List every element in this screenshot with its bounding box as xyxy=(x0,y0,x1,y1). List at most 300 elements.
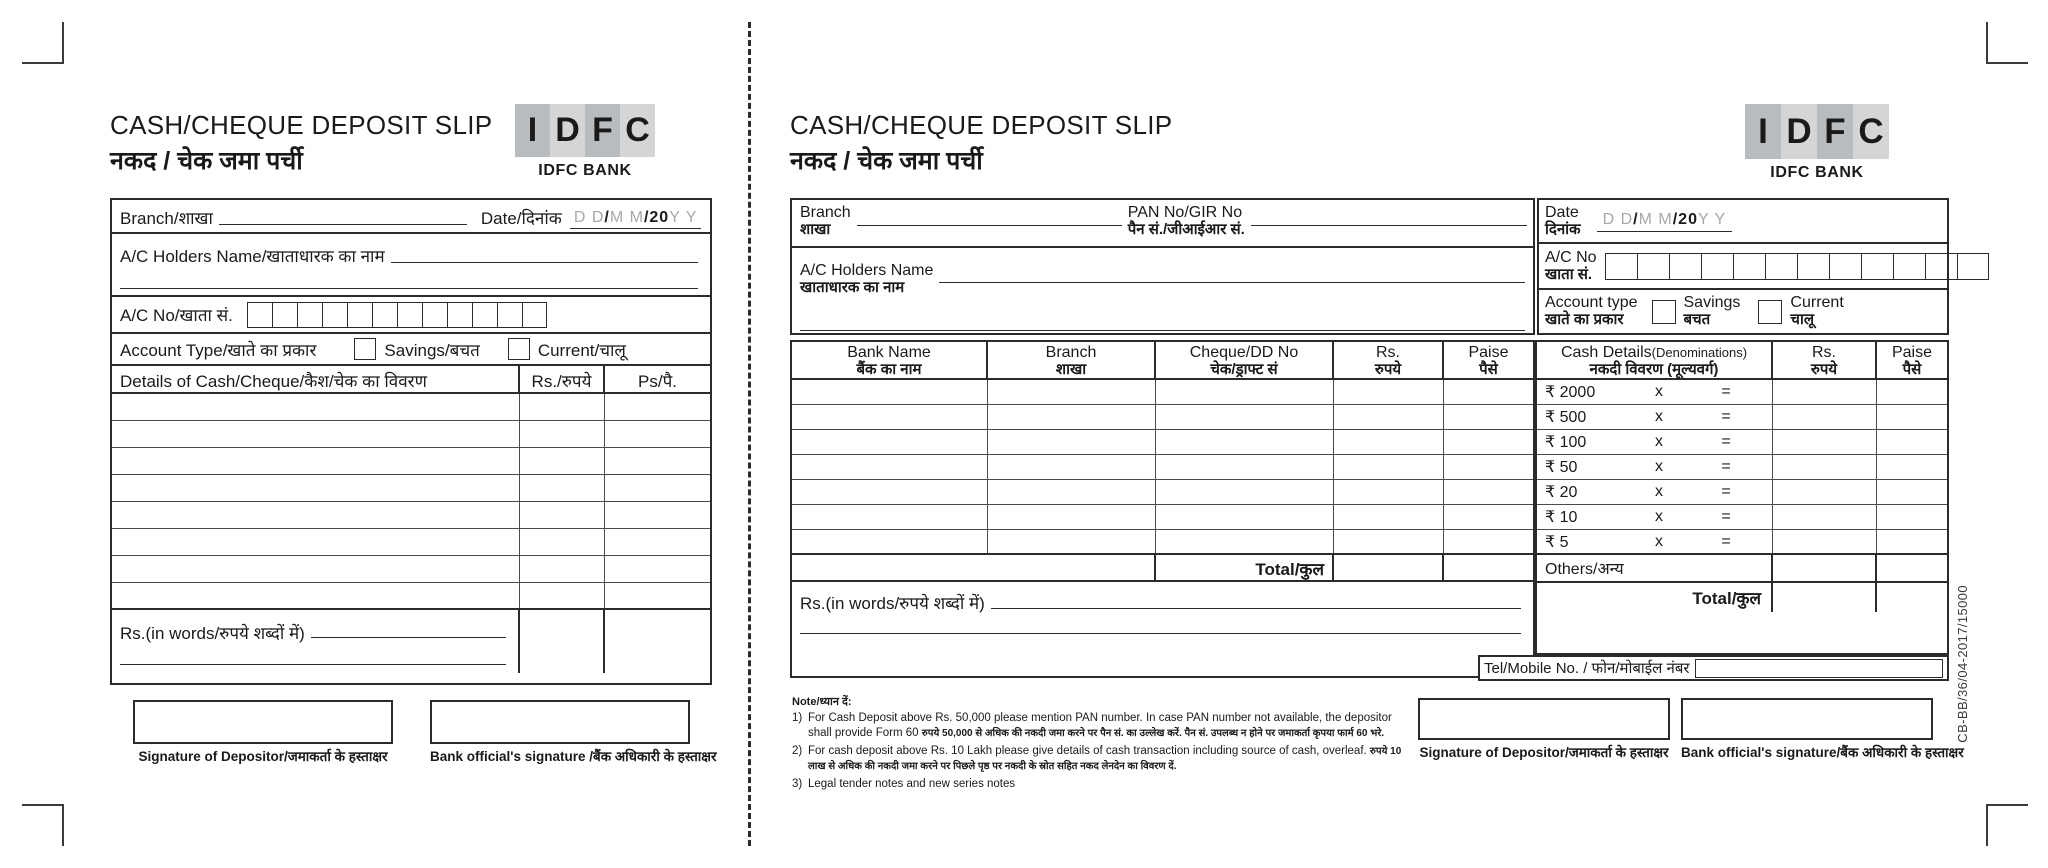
cheque-cell-bankname[interactable] xyxy=(792,405,988,429)
right-date-row xyxy=(1539,200,1947,244)
multiply-sign: x xyxy=(1655,408,1663,425)
denomination-paise-cell[interactable] xyxy=(1877,530,1947,553)
cheque-total-rs[interactable] xyxy=(1334,555,1444,580)
right-acno-boxes[interactable] xyxy=(1605,253,1989,280)
left-branch-label: Branch/शाखा xyxy=(120,209,213,228)
left-col-details: Details of Cash/Cheque/कैश/चेक का विवरण xyxy=(112,366,520,392)
left-current-checkbox[interactable] xyxy=(508,338,530,360)
cash-col-paise-en: Paise xyxy=(1891,344,1933,361)
equals-sign: = xyxy=(1721,458,1731,475)
cheque-col-rs-hi: रुपये xyxy=(1374,360,1402,378)
cheque-total-label: Total/कुल xyxy=(1156,555,1334,580)
right-current-checkbox[interactable] xyxy=(1758,300,1782,324)
cheque-cell-paise[interactable] xyxy=(1444,530,1533,553)
left-date-yy: Y Y xyxy=(669,209,698,226)
left-acno-boxes[interactable] xyxy=(247,302,547,328)
left-date-label: Date/दिनांक xyxy=(480,209,562,228)
cheque-col-paise xyxy=(1444,342,1533,378)
cheque-total-row xyxy=(792,555,1533,582)
left-inwords-ps-cell[interactable] xyxy=(605,610,710,673)
cash-header-en-main: Cash Details xyxy=(1560,344,1652,361)
right-branch-label-hi: शाखा xyxy=(800,220,831,238)
right-sig-bank-group xyxy=(1681,698,1964,761)
cheque-cell-branch[interactable] xyxy=(988,455,1156,479)
cash-col-rs-en: Rs. xyxy=(1812,344,1836,361)
left-row-details-cell[interactable] xyxy=(112,421,520,447)
denomination-row xyxy=(1537,505,1947,530)
right-tel-input[interactable] xyxy=(1695,659,1943,678)
left-sig-bank-caption: Bank official's signature /बैंक अधिकारी के हस्ताक्षर xyxy=(430,749,717,764)
left-sig-bank-group xyxy=(430,700,717,765)
right-inwords-label: Rs.(in words/रुपये शब्दों में) xyxy=(800,594,985,613)
multiply-sign: x xyxy=(1655,433,1663,450)
cheque-cell-branch[interactable] xyxy=(988,430,1156,454)
right-title-en: CASH/CHEQUE DEPOSIT SLIP xyxy=(790,110,1173,140)
left-row-ps-cell[interactable] xyxy=(605,529,710,555)
right-current-label-en: Current xyxy=(1790,294,1844,312)
right-current-label-hi: चालू xyxy=(1790,311,1815,329)
left-col-rs: Rs./रुपये xyxy=(520,366,605,392)
left-inwords-input-1[interactable] xyxy=(311,637,506,638)
left-row-rs-cell[interactable] xyxy=(520,421,605,447)
right-tel-row xyxy=(1478,655,1949,681)
cheque-cell-chequeno[interactable] xyxy=(1156,455,1334,479)
denomination-label xyxy=(1537,380,1773,404)
left-row-rs-cell[interactable] xyxy=(520,502,605,528)
right-date-cc: 20 xyxy=(1678,210,1698,228)
note-header: Note/ध्यान दें: xyxy=(792,696,852,708)
right-branch-pan-row xyxy=(792,200,1533,248)
left-date-sep2: / xyxy=(643,209,650,226)
right-date-input[interactable] xyxy=(1597,211,1733,232)
denomination-row xyxy=(1537,380,1947,405)
left-row-details-cell[interactable] xyxy=(112,475,520,501)
cheque-cell-chequeno[interactable] xyxy=(1156,480,1334,504)
left-row-details-cell[interactable] xyxy=(112,583,520,608)
left-acno-row xyxy=(112,297,710,334)
cash-total-paise[interactable] xyxy=(1877,583,1947,612)
cheque-col-bankname-en: Bank Name xyxy=(847,344,931,361)
left-idfc-logo xyxy=(515,104,655,180)
denomination-label xyxy=(1537,480,1773,504)
right-acctype-label-hi: खाते का प्रकार xyxy=(1545,311,1624,329)
left-inwords-label: Rs.(in words/रुपये शब्दों में) xyxy=(120,624,305,643)
cheque-cell-paise[interactable] xyxy=(1444,380,1533,404)
cheque-cell-chequeno[interactable] xyxy=(1156,380,1334,404)
cheque-cell-paise[interactable] xyxy=(1444,505,1533,529)
denomination-rs-cell[interactable] xyxy=(1773,505,1877,529)
cheque-col-bankname-hi: बैंक का नाम xyxy=(856,360,922,378)
denomination-value: ₹ 2000 xyxy=(1545,384,1596,401)
right-acno-label-en: A/C No xyxy=(1545,248,1597,266)
cheque-cell-branch[interactable] xyxy=(988,480,1156,504)
right-savings-label-hi: बचत xyxy=(1683,311,1711,329)
right-bank-name: IDFC BANK xyxy=(1770,164,1864,181)
denomination-paise-cell[interactable] xyxy=(1877,430,1947,454)
left-branch-date-row xyxy=(112,200,710,234)
cheque-cell-chequeno[interactable] xyxy=(1156,430,1334,454)
table-row xyxy=(112,556,710,583)
cash-table-header xyxy=(1537,342,1947,380)
note-text-hi: रुपये 10 लाख से अधिक की नकदी जमा करने पर पिछले पृष्ठ पर नकदी के स्रोत सहित नकद लेनदेन का विवरण दें. xyxy=(808,745,1402,773)
left-holder-input-2[interactable] xyxy=(120,288,698,289)
denomination-rs-cell[interactable] xyxy=(1773,455,1877,479)
left-row-rs-cell[interactable] xyxy=(520,529,605,555)
note-item xyxy=(792,711,1402,742)
cheque-col-chequeno-en: Cheque/DD No xyxy=(1189,344,1299,361)
note-item xyxy=(792,744,1402,775)
cash-col-details-en xyxy=(1537,344,1771,362)
crop-mark-top-left xyxy=(62,22,64,64)
table-row xyxy=(792,455,1533,480)
denomination-rs-cell[interactable] xyxy=(1773,380,1877,404)
right-inwords-input-2[interactable] xyxy=(800,633,1521,634)
logo-letter-c: C xyxy=(620,104,655,157)
cheque-cell-bankname[interactable] xyxy=(792,455,988,479)
right-date-yy: Y Y xyxy=(1697,210,1727,228)
cheque-cell-paise[interactable] xyxy=(1444,430,1533,454)
table-row xyxy=(792,480,1533,505)
right-pan-label-hi: पैन सं./जीआईआर सं. xyxy=(1127,220,1245,238)
right-sig-bank-box[interactable] xyxy=(1681,698,1933,740)
denomination-row xyxy=(1537,480,1947,505)
left-acctype-row xyxy=(112,334,710,366)
equals-sign: = xyxy=(1721,433,1731,450)
right-acno-row xyxy=(1539,244,1947,290)
left-acno-label: A/C No/खाता सं. xyxy=(120,306,233,325)
cheque-cell-paise[interactable] xyxy=(1444,455,1533,479)
left-sig-depositor-caption: Signature of Depositor/जमाकर्ता के हस्ताक्षर xyxy=(138,749,388,764)
logo-letter-d: D xyxy=(1781,104,1817,159)
equals-sign: = xyxy=(1721,408,1731,425)
crop-mark-top-right xyxy=(1986,22,1988,64)
right-sig-depositor-box[interactable] xyxy=(1418,698,1670,740)
note-number: 1) xyxy=(792,712,803,724)
left-title-en: CASH/CHEQUE DEPOSIT SLIP xyxy=(110,110,493,140)
cheque-cell-rs[interactable] xyxy=(1334,455,1444,479)
left-table-header xyxy=(112,366,710,394)
right-holder-input-2[interactable] xyxy=(800,309,1525,331)
denomination-row xyxy=(1537,530,1947,555)
right-date-sep2: / xyxy=(1672,210,1679,228)
denomination-rs-cell[interactable] xyxy=(1773,405,1877,429)
left-current-label: Current/चालू xyxy=(537,340,626,360)
equals-sign: = xyxy=(1721,383,1731,400)
left-inwords-input-2[interactable] xyxy=(120,664,506,665)
multiply-sign: x xyxy=(1655,483,1663,500)
left-row-details-cell[interactable] xyxy=(112,529,520,555)
denomination-rs-cell[interactable] xyxy=(1773,480,1877,504)
left-row-ps-cell[interactable] xyxy=(605,583,710,608)
denomination-rs-cell[interactable] xyxy=(1773,430,1877,454)
right-holder-label-hi: खाताधारक का नाम xyxy=(800,278,905,296)
left-row-details-cell[interactable] xyxy=(112,502,520,528)
cheque-cell-rs[interactable] xyxy=(1334,505,1444,529)
left-row-rs-cell[interactable] xyxy=(520,448,605,474)
cheque-col-bankname xyxy=(792,342,988,378)
note-text-hi: रुपये 50,000 से अधिक की नकदी जमा करने पर पैन सं. का उल्लेख करें. पैन सं. उपलब्ध न होने पर जमाकर्ता कृपया फार्म 60 भरे. xyxy=(921,728,1385,740)
table-row xyxy=(792,430,1533,455)
left-date-cc: 20 xyxy=(649,209,670,226)
crop-mark-left-bottom xyxy=(22,804,64,806)
right-title-block xyxy=(790,110,1172,177)
cheque-col-rs xyxy=(1334,342,1444,378)
left-row-rs-cell[interactable] xyxy=(520,475,605,501)
left-row-ps-cell[interactable] xyxy=(605,556,710,582)
multiply-sign: x xyxy=(1655,458,1663,475)
logo-letter-d: D xyxy=(550,104,585,157)
table-row xyxy=(112,529,710,556)
note-list xyxy=(792,711,1402,792)
left-bank-name: IDFC BANK xyxy=(538,162,632,179)
cheque-cell-rs[interactable] xyxy=(1334,405,1444,429)
denomination-rs-cell[interactable] xyxy=(1773,530,1877,553)
note-text: For cash deposit above Rs. 10 Lakh please give details of cash transaction including source of cash, overleaf. रुपये 10 लाख से अधिक की नकदी जमा करने पर पिछले पृष्ठ पर नकदी के स्रोत सहित नकद लेनदेन का विवरण दें. xyxy=(808,744,1402,773)
table-row xyxy=(792,380,1533,405)
left-sig-bank-box[interactable] xyxy=(430,700,690,744)
right-cheque-table xyxy=(790,340,1535,678)
cheque-cell-bankname[interactable] xyxy=(792,505,988,529)
table-row xyxy=(792,530,1533,555)
left-row-ps-cell[interactable] xyxy=(605,448,710,474)
denomination-paise-cell[interactable] xyxy=(1877,505,1947,529)
cheque-cell-bankname[interactable] xyxy=(792,480,988,504)
crop-mark-right-bottom xyxy=(1986,804,2028,806)
cash-others-label: Others/अन्य xyxy=(1537,555,1773,581)
right-holder-input-1[interactable] xyxy=(939,262,1525,283)
logo-letter-f: F xyxy=(585,104,620,157)
cheque-table-header xyxy=(792,342,1533,380)
denomination-label xyxy=(1537,530,1773,553)
cheque-cell-branch[interactable] xyxy=(988,505,1156,529)
right-savings-label-en: Savings xyxy=(1683,294,1741,312)
left-title-hi: नकद / चेक जमा पर्ची xyxy=(110,147,303,175)
left-savings-label: Savings/बचत xyxy=(384,340,480,360)
left-row-ps-cell[interactable] xyxy=(605,421,710,447)
equals-sign: = xyxy=(1721,483,1731,500)
crop-mark-bottom-left xyxy=(62,804,64,846)
logo-letter-i: I xyxy=(515,104,550,157)
cash-denomination-rows xyxy=(1537,380,1947,555)
cheque-cell-chequeno[interactable] xyxy=(1156,505,1334,529)
left-holder-row xyxy=(112,234,710,297)
cheque-cell-branch[interactable] xyxy=(988,380,1156,404)
cash-col-rs-hi: रुपये xyxy=(1810,360,1838,378)
cheque-cell-chequeno[interactable] xyxy=(1156,530,1334,553)
right-sig-depositor-group xyxy=(1418,698,1670,761)
left-inwords-row xyxy=(112,610,710,673)
table-row xyxy=(112,502,710,529)
table-row xyxy=(112,583,710,610)
cheque-col-branch xyxy=(988,342,1156,378)
cheque-cell-chequeno[interactable] xyxy=(1156,405,1334,429)
cheque-cell-paise[interactable] xyxy=(1444,405,1533,429)
crop-mark-right-top xyxy=(1986,62,2028,64)
equals-sign: = xyxy=(1721,508,1731,525)
note-item xyxy=(792,777,1402,792)
cash-others-paise[interactable] xyxy=(1877,555,1947,581)
right-acctype-row xyxy=(1539,290,1947,333)
left-row-details-cell[interactable] xyxy=(112,448,520,474)
cash-others-row xyxy=(1537,555,1947,583)
cheque-cell-rs[interactable] xyxy=(1334,480,1444,504)
cheque-cell-bankname[interactable] xyxy=(792,430,988,454)
right-date-mm: M M xyxy=(1638,210,1673,228)
right-pan-input[interactable] xyxy=(1251,204,1527,226)
left-row-details-cell[interactable] xyxy=(112,394,520,420)
perforation-divider xyxy=(748,22,751,846)
denomination-paise-cell[interactable] xyxy=(1877,405,1947,429)
right-sig-bank-caption: Bank official's signature/बैंक अधिकारी के हस्ताक्षर xyxy=(1681,745,1964,760)
denomination-value: ₹ 500 xyxy=(1545,409,1587,426)
denomination-value: ₹ 5 xyxy=(1545,533,1569,551)
crop-mark-left-top xyxy=(22,62,64,64)
denomination-label xyxy=(1537,455,1773,479)
denomination-label xyxy=(1537,430,1773,454)
right-title-hi: नकद / चेक जमा पर्ची xyxy=(790,147,983,175)
denomination-label xyxy=(1537,505,1773,529)
cash-col-paise xyxy=(1877,342,1947,378)
right-date-sep1: / xyxy=(1633,210,1639,228)
note-text: Legal tender notes and new series notes xyxy=(808,777,1016,790)
note-number: 3) xyxy=(792,777,803,790)
right-cash-table xyxy=(1535,340,1949,655)
cash-col-details xyxy=(1537,342,1773,378)
cash-col-rs xyxy=(1773,342,1877,378)
cheque-col-branch-hi: शाखा xyxy=(1055,360,1087,378)
left-title-block xyxy=(110,110,492,177)
right-inwords-input-1[interactable] xyxy=(991,608,1521,609)
left-holder-input-1[interactable] xyxy=(391,262,698,263)
cheque-col-branch-en: Branch xyxy=(1045,344,1097,361)
left-row-rs-cell[interactable] xyxy=(520,394,605,420)
crop-mark-bottom-right xyxy=(1986,804,1988,846)
cheque-col-paise-hi: पैसे xyxy=(1479,360,1498,378)
multiply-sign: x xyxy=(1655,383,1663,400)
left-form-frame xyxy=(110,198,712,685)
right-date-label-hi: दिनांक xyxy=(1545,220,1581,238)
right-acno-label-hi: खाता सं. xyxy=(1545,265,1593,283)
right-tel-label: Tel/Mobile No. / फोन/मोबाईल नंबर xyxy=(1484,660,1690,677)
logo-letter-i: I xyxy=(1745,104,1781,159)
cheque-cell-branch[interactable] xyxy=(988,405,1156,429)
left-holder-label: A/C Holders Name/खाताधारक का नाम xyxy=(120,247,385,266)
cash-header-en-sub: (Denominations) xyxy=(1651,345,1748,360)
left-row-rs-cell[interactable] xyxy=(520,556,605,582)
denomination-paise-cell[interactable] xyxy=(1877,480,1947,504)
left-row-ps-cell[interactable] xyxy=(605,502,710,528)
denomination-paise-cell[interactable] xyxy=(1877,380,1947,404)
cash-total-label: Total/कुल xyxy=(1537,583,1773,612)
left-branch-input[interactable] xyxy=(219,224,467,225)
cheque-cell-rs[interactable] xyxy=(1334,430,1444,454)
right-note-block xyxy=(792,694,1402,792)
cash-others-rs[interactable] xyxy=(1773,555,1877,581)
form-code-vertical: CB-BB/36/04-2017/15000 xyxy=(1955,585,1970,743)
denomination-value: ₹ 100 xyxy=(1545,434,1587,451)
right-info-frame xyxy=(790,198,1535,335)
table-row xyxy=(792,505,1533,530)
left-acctype-label: Account Type/खाते का प्रकार xyxy=(120,340,317,360)
cheque-col-paise-en: Paise xyxy=(1468,344,1509,361)
right-date-dd: D D xyxy=(1602,210,1634,228)
right-pan-label-en: PAN No/GIR No xyxy=(1127,204,1243,221)
cheque-table-body xyxy=(792,380,1533,555)
cheque-cell-rs[interactable] xyxy=(1334,530,1444,553)
right-inwords-row xyxy=(792,582,1533,642)
cheque-cell-branch[interactable] xyxy=(988,530,1156,553)
table-row xyxy=(112,448,710,475)
cheque-col-chequeno xyxy=(1156,342,1334,378)
left-detail-rows xyxy=(112,394,710,610)
cheque-col-chequeno-hi: चेक/ड्राफ्ट सं xyxy=(1210,360,1278,378)
denomination-row xyxy=(1537,430,1947,455)
left-row-details-cell[interactable] xyxy=(112,556,520,582)
cheque-col-rs-en: Rs. xyxy=(1376,344,1400,361)
left-row-ps-cell[interactable] xyxy=(605,394,710,420)
denomination-value: ₹ 10 xyxy=(1545,509,1578,526)
multiply-sign: x xyxy=(1655,508,1663,525)
cash-col-paise-hi: पैसे xyxy=(1902,360,1922,378)
cash-total-row xyxy=(1537,583,1947,612)
multiply-sign: x xyxy=(1655,532,1663,550)
right-branch-input[interactable] xyxy=(857,204,1122,226)
left-sig-depositor-group xyxy=(133,700,393,765)
cheque-total-spacer xyxy=(792,555,1156,580)
right-holder-row xyxy=(792,248,1533,333)
left-row-ps-cell[interactable] xyxy=(605,475,710,501)
table-row xyxy=(112,421,710,448)
equals-sign: = xyxy=(1721,532,1731,550)
logo-letter-c: C xyxy=(1853,104,1889,159)
right-sig-depositor-caption: Signature of Depositor/जमाकर्ता के हस्ताक्षर xyxy=(1419,745,1669,760)
right-savings-checkbox[interactable] xyxy=(1652,300,1676,324)
right-acctype-label-en: Account type xyxy=(1545,294,1638,312)
left-savings-checkbox[interactable] xyxy=(354,338,376,360)
cheque-cell-paise[interactable] xyxy=(1444,480,1533,504)
denomination-paise-cell[interactable] xyxy=(1877,455,1947,479)
left-date-input[interactable] xyxy=(570,209,702,229)
cheque-cell-bankname[interactable] xyxy=(792,530,988,553)
right-date-label-en: Date xyxy=(1545,203,1579,221)
table-row xyxy=(112,394,710,421)
left-inwords-rs-cell[interactable] xyxy=(520,610,605,673)
cash-col-details-hi: नकदी विवरण (मूल्यवर्ग) xyxy=(1589,360,1719,378)
note-text: For Cash Deposit above Rs. 50,000 please mention PAN number. In case PAN number not available, the depositor shall provide Form 60 रुपये 50,000 से अधिक की नकदी जमा करने पर पैन सं. का उल्लेख करें. पैन सं. उपलब्ध न होने पर जमाकर्ता कृपया फार्म 60 भरे. xyxy=(808,712,1392,740)
cheque-total-paise[interactable] xyxy=(1444,555,1533,580)
left-date-sep1: / xyxy=(604,209,610,226)
denomination-row xyxy=(1537,405,1947,430)
left-col-ps: Ps/पै. xyxy=(638,372,677,391)
cash-total-rs[interactable] xyxy=(1773,583,1877,612)
right-idfc-logo xyxy=(1745,104,1889,182)
cheque-cell-bankname[interactable] xyxy=(792,380,988,404)
left-row-rs-cell[interactable] xyxy=(520,583,605,608)
denomination-label xyxy=(1537,405,1773,429)
denomination-value: ₹ 20 xyxy=(1545,484,1578,501)
left-sig-depositor-box[interactable] xyxy=(133,700,393,744)
cheque-cell-rs[interactable] xyxy=(1334,380,1444,404)
table-row xyxy=(792,405,1533,430)
table-row xyxy=(112,475,710,502)
right-date-acc-frame xyxy=(1537,198,1949,335)
logo-letter-f: F xyxy=(1817,104,1853,159)
note-number: 2) xyxy=(792,744,803,757)
right-holder-label-en: A/C Holders Name xyxy=(800,262,934,279)
right-branch-label-en: Branch xyxy=(800,204,851,221)
denomination-value: ₹ 50 xyxy=(1545,459,1578,476)
left-date-mm: M M xyxy=(609,209,644,226)
